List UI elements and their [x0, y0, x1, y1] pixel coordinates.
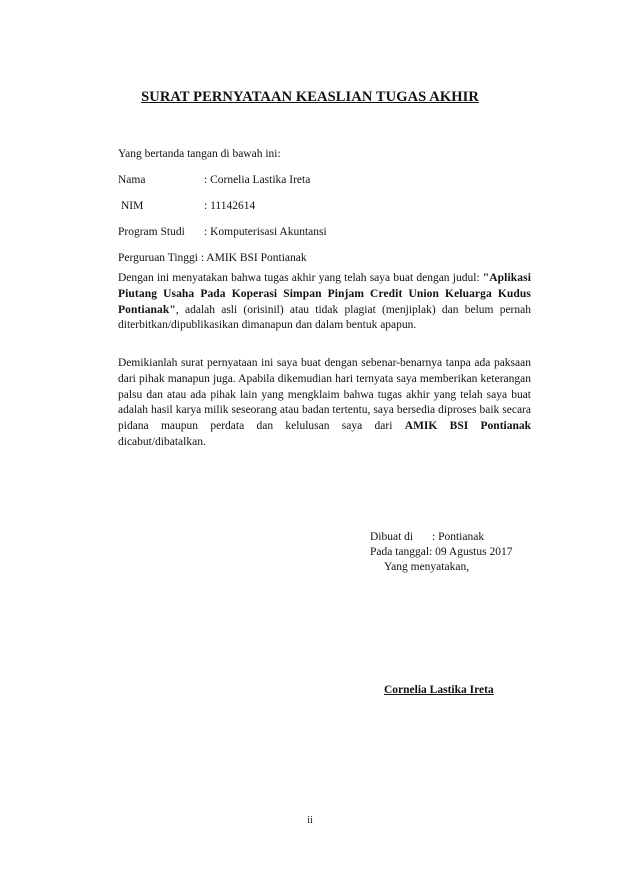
closing-paragraph	[118, 356, 531, 451]
field-value-program-studi: : Komputerisasi Akuntansi	[204, 226, 327, 238]
field-value-nama: : Cornelia Lastika Ireta	[204, 174, 311, 186]
closing-text: Demikianlah surat pernyataan ini saya buat dengan sebenar-benarnya tanpa ada paksaan dari pihak manapun juga. Apabila dikemudian hari ternyata saya memberikan keterangan palsu dan atau ada pihak lain yang mengklaim bahwa tugas akhir yang telah saya buat adalah hasil karya milik seseorang atau badan tertentu, saya bersedia diproses baik secara pidana maupun perdata dan kelulusan saya dari	[118, 357, 531, 433]
field-label-nama: Nama	[118, 174, 146, 186]
field-value-perguruan-tinggi: : AMIK BSI Pontianak	[200, 252, 307, 264]
field-label-program-studi: Program Studi	[118, 226, 185, 238]
signature-place-label: Dibuat di	[370, 531, 414, 543]
field-perguruan-tinggi	[118, 252, 307, 264]
page-number: ii	[307, 815, 313, 826]
signature-date: Pada tanggal: 09 Agustus 2017	[370, 546, 513, 558]
closing-tail: dicabut/dibatalkan.	[118, 435, 206, 448]
statement-lead: Dengan ini menyatakan bahwa tugas akhir yang telah saya buat dengan judul:	[118, 272, 480, 284]
field-value-nim: : 11142614	[204, 200, 256, 212]
statement-rest: , adalah asli (orisinil) atau tidak plagiat (menjiplak) dan belum pernah diterbitkan/dipublikasikan dimanapun dan dalam bentuk apapun.	[118, 303, 531, 332]
signature-declarant-label: Yang menyatakan,	[384, 561, 470, 573]
field-label-nim: NIM	[121, 200, 144, 212]
field-label-perguruan-tinggi: Perguruan Tinggi	[118, 252, 198, 264]
institution-name: AMIK BSI Pontianak	[404, 420, 532, 433]
document-title-text: SURAT PERNYATAAN KEASLIAN TUGAS AKHIR	[141, 89, 479, 105]
statement-paragraph	[118, 271, 531, 334]
signature-place-value: : Pontianak	[432, 531, 485, 543]
thesis-title: "Aplikasi Piutang Usaha Pada Koperasi Simpan Pinjam Credit Union Keluarga Kudus Pontianak"	[118, 272, 531, 316]
signatory-name: Cornelia Lastika Ireta	[384, 684, 494, 696]
intro-line: Yang bertanda tangan di bawah ini:	[118, 148, 281, 160]
document-title	[0, 89, 620, 106]
